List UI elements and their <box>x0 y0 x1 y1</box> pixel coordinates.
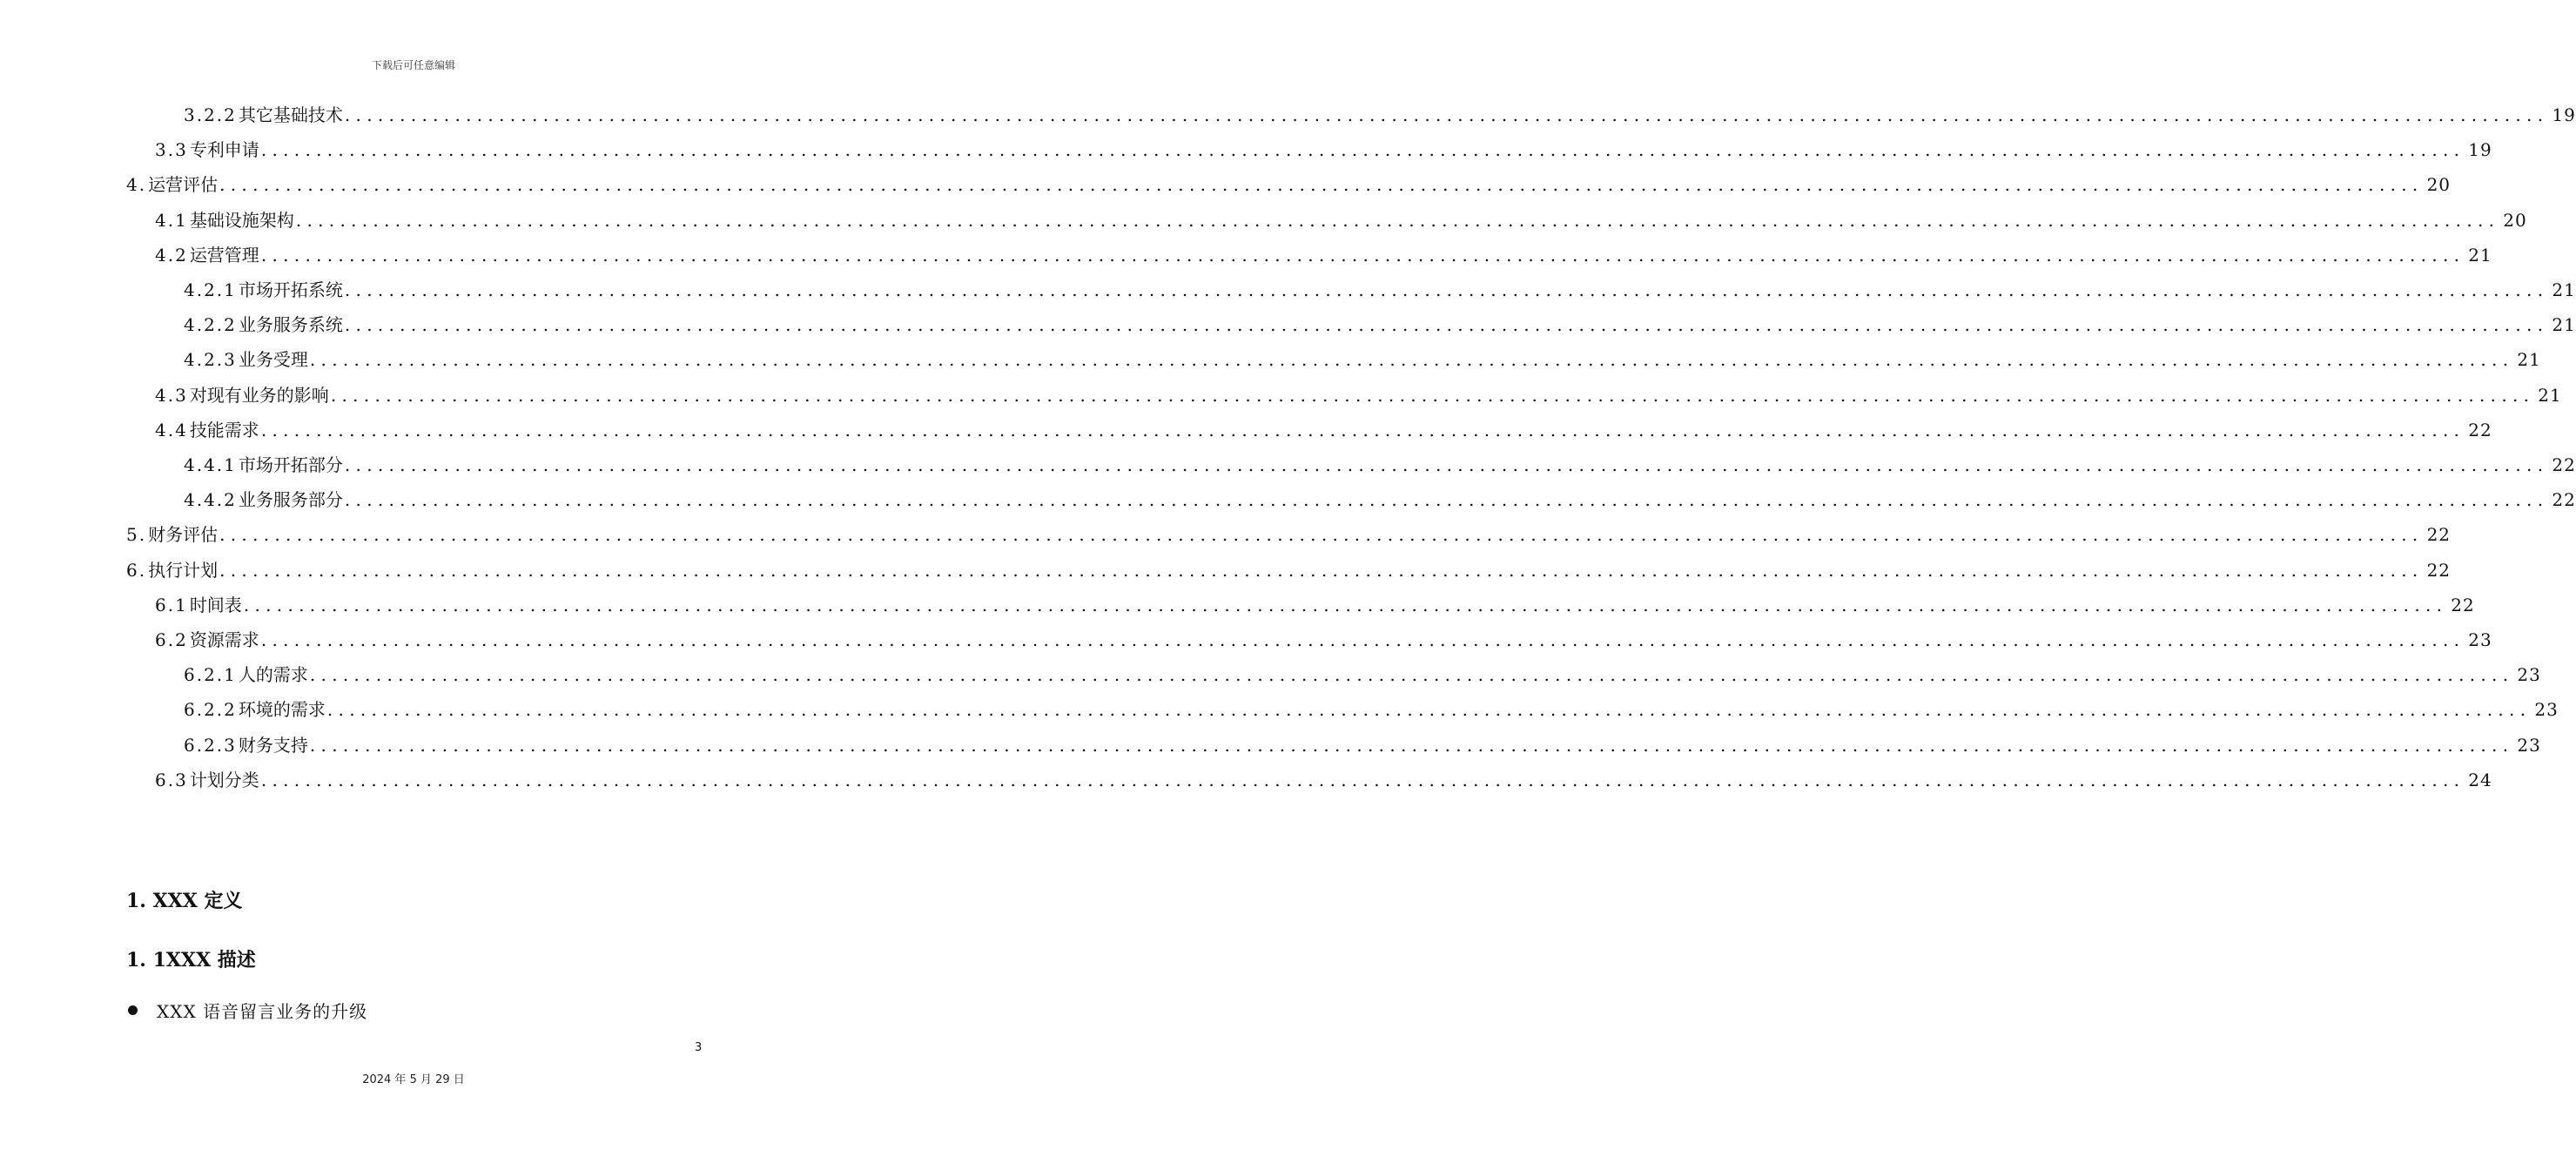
toc-entry-title: 资源需求 <box>189 629 259 650</box>
toc-dot-leader: ........................................................................................................................................................................................................ <box>260 629 2465 650</box>
toc-entry-number: 4.3 <box>155 384 188 406</box>
toc-entry-title: 运营评估 <box>148 174 219 196</box>
toc-entry-number: 4.4.2 <box>184 489 237 511</box>
bullet-icon <box>128 1005 138 1015</box>
page-header: 下载后可任意编辑 <box>371 59 455 71</box>
toc-dot-leader: ........................................................................................................................................................................................................ <box>260 769 2465 790</box>
toc-entry[interactable] <box>155 588 2475 622</box>
toc-entry-page: 20 <box>2503 209 2527 231</box>
section-heading: 1. XXX 定义 <box>126 890 243 912</box>
toc-entry-title: 业务服务系统 <box>238 314 343 336</box>
toc-entry[interactable] <box>155 238 2492 272</box>
toc-entry-title: 业务受理 <box>238 349 308 371</box>
toc-entry[interactable] <box>184 692 2559 727</box>
toc-entry-number: 3.2.2 <box>184 104 237 125</box>
toc-entry-page: 22 <box>2468 419 2492 440</box>
bullet-item <box>126 998 367 1023</box>
toc-entry-number: 4.2.1 <box>184 279 237 300</box>
toc-dot-leader: ........................................................................................................................................................................................................ <box>344 279 2549 300</box>
toc-dot-leader: ........................................................................................................................................................................................................ <box>309 349 2514 371</box>
toc-entry-title: 基础设施架构 <box>189 209 294 231</box>
toc-entry-number: 6.2.2 <box>184 699 237 721</box>
toc-dot-leader: ........................................................................................................................................................................................................ <box>219 559 2424 581</box>
toc-dot-leader: ........................................................................................................................................................................................................ <box>295 209 2500 231</box>
toc-entry-number: 4. <box>126 174 147 196</box>
toc-entry-page: 22 <box>2451 594 2475 615</box>
page-footer-date: 2024 年 5 月 29 日 <box>362 1073 465 1086</box>
toc-entry-title: 时间表 <box>189 594 242 615</box>
toc-entry[interactable] <box>155 413 2492 447</box>
toc-entry[interactable] <box>155 132 2492 167</box>
toc-entry-title: 技能需求 <box>189 419 259 440</box>
toc-entry[interactable] <box>126 517 2452 552</box>
toc-entry[interactable] <box>126 553 2452 588</box>
toc-entry-page: 21 <box>2552 279 2576 300</box>
toc-entry-title: 市场开拓系统 <box>238 279 343 300</box>
toc-entry-number: 4.1 <box>155 209 188 231</box>
toc-entry-title: 人的需求 <box>238 664 308 686</box>
toc-dot-leader: ........................................................................................................................................................................................................ <box>260 139 2465 161</box>
toc-entry-number: 4.2.2 <box>184 314 237 336</box>
toc-entry-number: 4.2.3 <box>184 349 237 371</box>
toc-dot-leader: ........................................................................................................................................................................................................ <box>344 454 2549 475</box>
toc-dot-leader: ........................................................................................................................................................................................................ <box>309 734 2514 756</box>
toc-entry-page: 22 <box>2552 489 2576 511</box>
toc-entry[interactable] <box>184 307 2576 342</box>
toc-entry-number: 6.3 <box>155 769 188 790</box>
toc-dot-leader: ........................................................................................................................................................................................................ <box>344 104 2549 125</box>
toc-entry-page: 19 <box>2552 104 2576 125</box>
toc-entry-title: 环境的需求 <box>238 699 326 721</box>
toc-entry-page: 20 <box>2426 174 2452 196</box>
toc-entry-page: 23 <box>2534 699 2559 721</box>
toc-entry-number: 6.2.3 <box>184 734 237 756</box>
page-number: 3 <box>695 1041 703 1054</box>
toc-entry-number: 5. <box>126 524 147 546</box>
toc-entry-page: 22 <box>2552 454 2576 475</box>
toc-entry[interactable] <box>184 482 2576 517</box>
bullet-text: XXX 语音留言业务的升级 <box>157 1001 368 1022</box>
toc-entry-page: 23 <box>2517 734 2541 756</box>
toc-entry-number: 6.2.1 <box>184 664 237 686</box>
toc-entry[interactable] <box>184 342 2541 377</box>
toc-entry-title: 专利申请 <box>189 139 259 161</box>
toc-entry-number: 6. <box>126 559 147 581</box>
toc-entry-page: 19 <box>2468 139 2492 161</box>
toc-dot-leader: ........................................................................................................................................................................................................ <box>219 174 2424 196</box>
toc-entry[interactable] <box>184 447 2576 482</box>
toc-dot-leader: ........................................................................................................................................................................................................ <box>344 489 2549 511</box>
toc-entry-number: 4.4 <box>155 419 188 440</box>
toc-entry-title: 财务评估 <box>148 524 219 546</box>
toc-entry[interactable] <box>184 728 2541 763</box>
toc-entry[interactable] <box>155 378 2562 413</box>
toc-entry-page: 22 <box>2426 524 2452 546</box>
toc-entry-title: 计划分类 <box>189 769 259 790</box>
toc-entry-page: 23 <box>2468 629 2492 650</box>
toc-dot-leader: ........................................................................................................................................................................................................ <box>309 664 2514 686</box>
subsection-heading: 1. 1XXX 描述 <box>126 949 256 972</box>
toc-dot-leader: ........................................................................................................................................................................................................ <box>219 524 2424 546</box>
toc-entry-page: 24 <box>2468 769 2492 790</box>
toc-entry-title: 运营管理 <box>189 244 259 266</box>
toc-entry-title: 业务服务部分 <box>238 489 343 511</box>
toc-entry-title: 对现有业务的影响 <box>189 384 329 406</box>
toc-entry-page: 21 <box>2552 314 2576 336</box>
toc-entry[interactable] <box>126 167 2452 202</box>
toc-entry[interactable] <box>184 98 2576 132</box>
toc-entry-title: 市场开拓部分 <box>238 454 343 475</box>
toc-entry-page: 22 <box>2426 559 2452 581</box>
toc-entry-number: 4.4.1 <box>184 454 237 475</box>
toc-entry-page: 23 <box>2517 664 2541 686</box>
toc-entry-page: 21 <box>2538 384 2562 406</box>
toc-dot-leader: ........................................................................................................................................................................................................ <box>326 699 2532 721</box>
toc-entry-number: 3.3 <box>155 139 188 161</box>
toc-entry[interactable] <box>184 657 2541 692</box>
toc-dot-leader: ........................................................................................................................................................................................................ <box>260 419 2465 440</box>
toc-entry[interactable] <box>155 203 2527 238</box>
toc-entry-title: 执行计划 <box>148 559 219 581</box>
toc-entry-number: 6.2 <box>155 629 188 650</box>
toc-entry-title: 其它基础技术 <box>238 104 343 125</box>
toc-dot-leader: ........................................................................................................................................................................................................ <box>243 594 2448 615</box>
toc-entry-number: 4.2 <box>155 244 188 266</box>
toc-dot-leader: ........................................................................................................................................................................................................ <box>330 384 2535 406</box>
toc-entry-title: 财务支持 <box>238 734 308 756</box>
toc-entry-page: 21 <box>2468 244 2492 266</box>
toc-entry-number: 6.1 <box>155 594 188 615</box>
toc-dot-leader: ........................................................................................................................................................................................................ <box>344 314 2549 336</box>
toc-entry[interactable] <box>155 622 2492 657</box>
toc-entry-page: 21 <box>2517 349 2541 371</box>
toc-entry[interactable] <box>155 763 2492 797</box>
toc-entry[interactable] <box>184 272 2576 307</box>
toc-dot-leader: ........................................................................................................................................................................................................ <box>260 244 2465 266</box>
